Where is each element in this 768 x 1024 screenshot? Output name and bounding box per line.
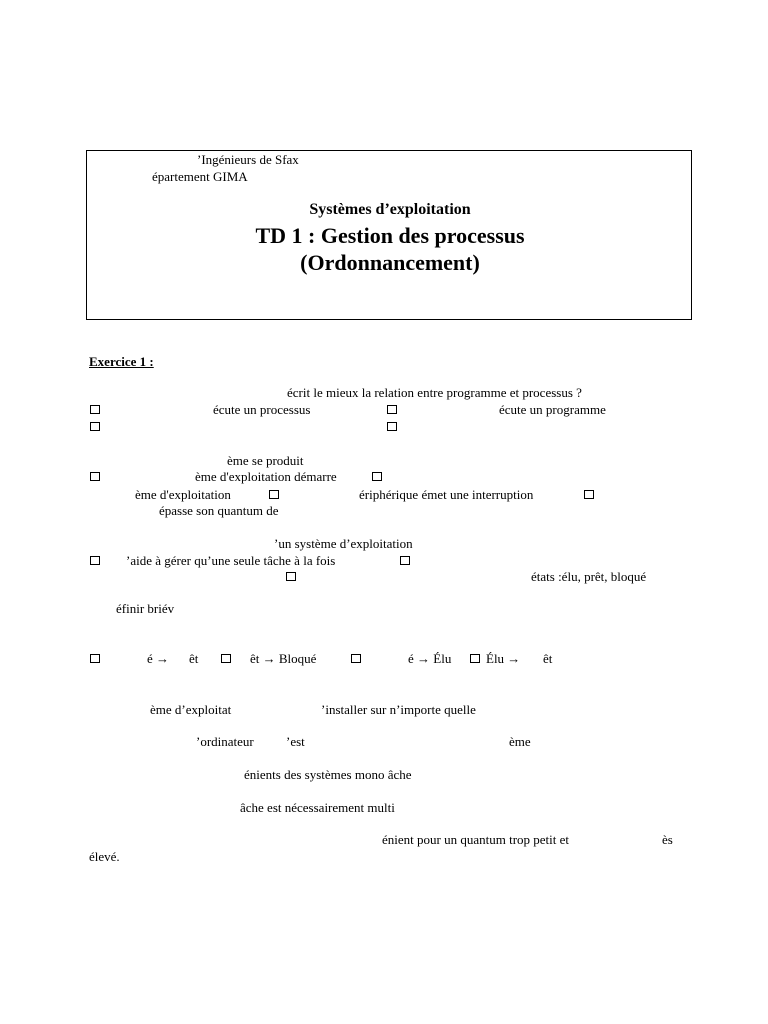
q2-checkbox-a[interactable] bbox=[90, 472, 100, 481]
q4-option-a-part1: é → bbox=[147, 651, 170, 666]
exercise-title: Exercice 1 : bbox=[89, 354, 154, 369]
department-name: épartement GIMA bbox=[152, 169, 248, 184]
q7-text: énients des systèmes mono âche bbox=[244, 767, 412, 782]
q1-checkbox-a[interactable] bbox=[90, 405, 100, 414]
q4-option-d-part2: êt bbox=[543, 651, 553, 666]
school-name: ’Ingénieurs de Sfax bbox=[197, 152, 299, 167]
q1-checkbox-c[interactable] bbox=[90, 422, 100, 431]
q1-checkbox-d[interactable] bbox=[387, 422, 397, 431]
td-title-line2: (Ordonnancement) bbox=[300, 250, 480, 275]
q1-option-a: écute un processus bbox=[213, 402, 311, 417]
q5-text-part2: ’installer sur n’importe quelle bbox=[321, 702, 476, 717]
q4-option-d-part1: Élu → bbox=[486, 651, 521, 666]
q8-text: âche est nécessairement multi bbox=[240, 800, 395, 815]
header-box bbox=[86, 150, 692, 320]
q4-option-b: êt → Bloqué bbox=[250, 651, 317, 666]
q9-text-part1: énient pour un quantum trop petit et bbox=[382, 832, 570, 847]
q2-option-c: ériphérique émet une interruption bbox=[359, 487, 534, 502]
q3-question: ’un système d’exploitation bbox=[274, 536, 413, 551]
q3-option-b: états :élu, prêt, bloqué bbox=[531, 569, 647, 584]
q4-checkbox-c[interactable] bbox=[351, 654, 361, 663]
q1-option-b: écute un programme bbox=[499, 402, 606, 417]
q5-text-part1: ème d’exploitat bbox=[150, 702, 232, 717]
q3-checkbox-a[interactable] bbox=[90, 556, 100, 565]
q6-text-part1: ’ordinateur bbox=[196, 734, 254, 749]
q4-checkbox-a[interactable] bbox=[90, 654, 100, 663]
q2-option-b: ème d'exploitation bbox=[135, 487, 231, 502]
course-title: Systèmes d’exploitation bbox=[309, 201, 471, 218]
td-title-line1: TD 1 : Gestion des processus bbox=[255, 223, 525, 248]
q3-checkbox-c[interactable] bbox=[286, 572, 296, 581]
q4-option-a-part2: êt bbox=[189, 651, 199, 666]
q2-question: ème se produit bbox=[227, 453, 304, 468]
q2-checkbox-c[interactable] bbox=[269, 490, 279, 499]
q4-option-c: é → Élu bbox=[408, 651, 452, 666]
q2-option-d: épasse son quantum de bbox=[159, 503, 279, 518]
q4-checkbox-b[interactable] bbox=[221, 654, 231, 663]
q9-text-part3: élevé. bbox=[89, 849, 120, 864]
q4-question: éfinir briév bbox=[116, 601, 175, 616]
q2-checkbox-b[interactable] bbox=[372, 472, 382, 481]
q6-text-part3: ème bbox=[509, 734, 531, 749]
q6-text-part2: ’est bbox=[286, 734, 305, 749]
q3-option-a: ’aide à gérer qu’une seule tâche à la fois bbox=[126, 553, 336, 568]
q4-checkbox-d[interactable] bbox=[470, 654, 480, 663]
q1-question: écrit le mieux la relation entre programme et processus ? bbox=[287, 385, 582, 400]
q2-option-a: ème d'exploitation démarre bbox=[195, 469, 337, 484]
q1-checkbox-b[interactable] bbox=[387, 405, 397, 414]
q9-text-part2: ès bbox=[662, 832, 673, 847]
q2-checkbox-d[interactable] bbox=[584, 490, 594, 499]
q3-checkbox-b[interactable] bbox=[400, 556, 410, 565]
